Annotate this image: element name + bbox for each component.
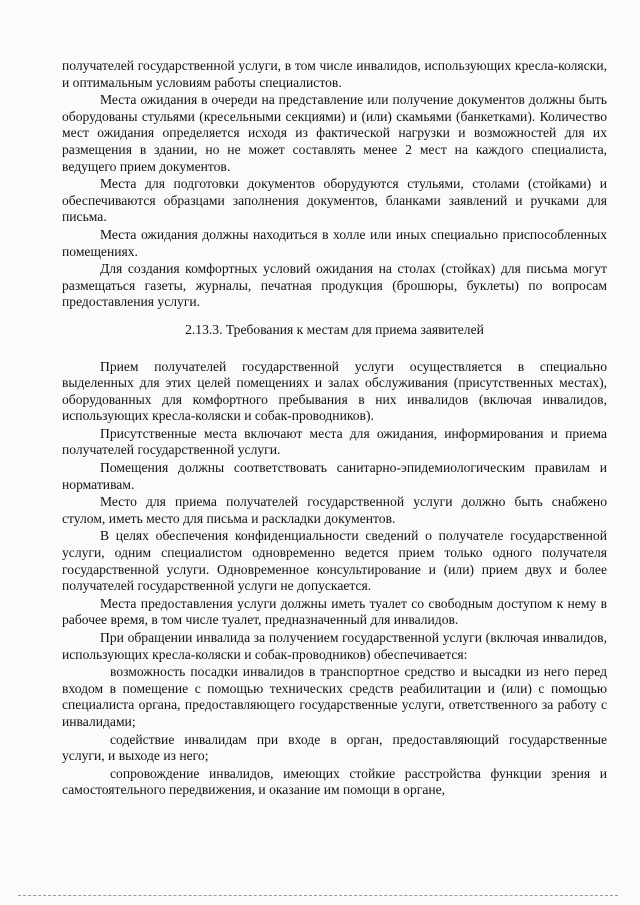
paragraph: При обращении инвалида за получением государственной услуги (включая инвалидов, использующих кресла-коляски и собак-проводников) обеспечивается: (62, 630, 607, 662)
paragraph: Места для подготовки документов оборудуются стульями, столами (стойками) и обеспечиваются образцами заполнения документов, бланками заявлений и ручками для письма. (62, 176, 607, 225)
paragraph: Место для приема получателей государственной услуги должно быть снабжено стулом, иметь место для письма и раскладки документов. (62, 494, 607, 526)
scan-edge-divider (18, 895, 618, 897)
paragraph: получателей государственной услуги, в том числе инвалидов, использующих кресла-коляски, и оптимальным условиям работы специалистов. (62, 58, 607, 90)
paragraph: В целях обеспечения конфиденциальности сведений о получателе государственной услуги, одним специалистом одновременно ведется прием только одного получателя государственной услуги. Одновременное консультирование и (или) прием двух и более получателей государственной услуги не допускается. (62, 528, 607, 594)
paragraph: Прием получателей государственной услуги осуществляется в специально выделенных для этих целей помещениях и залах обслуживания (присутственных местах), оборудованных для комфортного пребывания в них инвалидов (включая инвалидов, использующих кресла-коляски и собак-проводников). (62, 358, 607, 424)
document-body (62, 58, 607, 800)
list-item: сопровождение инвалидов, имеющих стойкие расстройства функции зрения и самостоятельного передвижения, и оказание им помощи в органе, (62, 765, 607, 798)
paragraph: Помещения должны соответствовать санитарно-эпидемиологическим правилам и нормативам. (62, 460, 607, 492)
paragraph: Места предоставления услуги должны иметь туалет со свободным доступом к нему в рабочее время, в том числе туалет, предназначенный для инвалидов. (62, 595, 607, 628)
paragraph: Для создания комфортных условий ожидания на столах (стойках) для письма могут размещаться газеты, журналы, печатная продукция (брошюры, буклеты) по вопросам предоставления услуги. (62, 261, 607, 310)
paragraph: Места ожидания должны находиться в холле или иных специально приспособленных помещениях. (62, 226, 607, 259)
list-item: возможность посадки инвалидов в транспортное средство и высадки из него перед входом в помещение с помощью технических средств реабилитации и (или) с помощью специалиста органа, предоставляющего государственные услуги, ответственного за работу с инвалидами; (62, 664, 607, 729)
list-item: содействие инвалидам при входе в орган, предоставляющий государственные услуги, и выходе из него; (62, 731, 607, 764)
paragraph: Присутственные места включают места для ожидания, информирования и приема получателей государственной услуги. (62, 425, 607, 458)
section-heading: 2.13.3. Требования к местам для приема заявителей (185, 321, 484, 337)
paragraph: Места ожидания в очереди на представление или получение документов должны быть оборудованы стульями (кресельными секциями) и (или) скамьями (банкетками). Количество мест ожидания определяется исходя из фактической нагрузки и возможностей для их размещения в здании, но не может составлять менее 2 мест на каждого специалиста, ведущего прием документов. (62, 92, 607, 174)
